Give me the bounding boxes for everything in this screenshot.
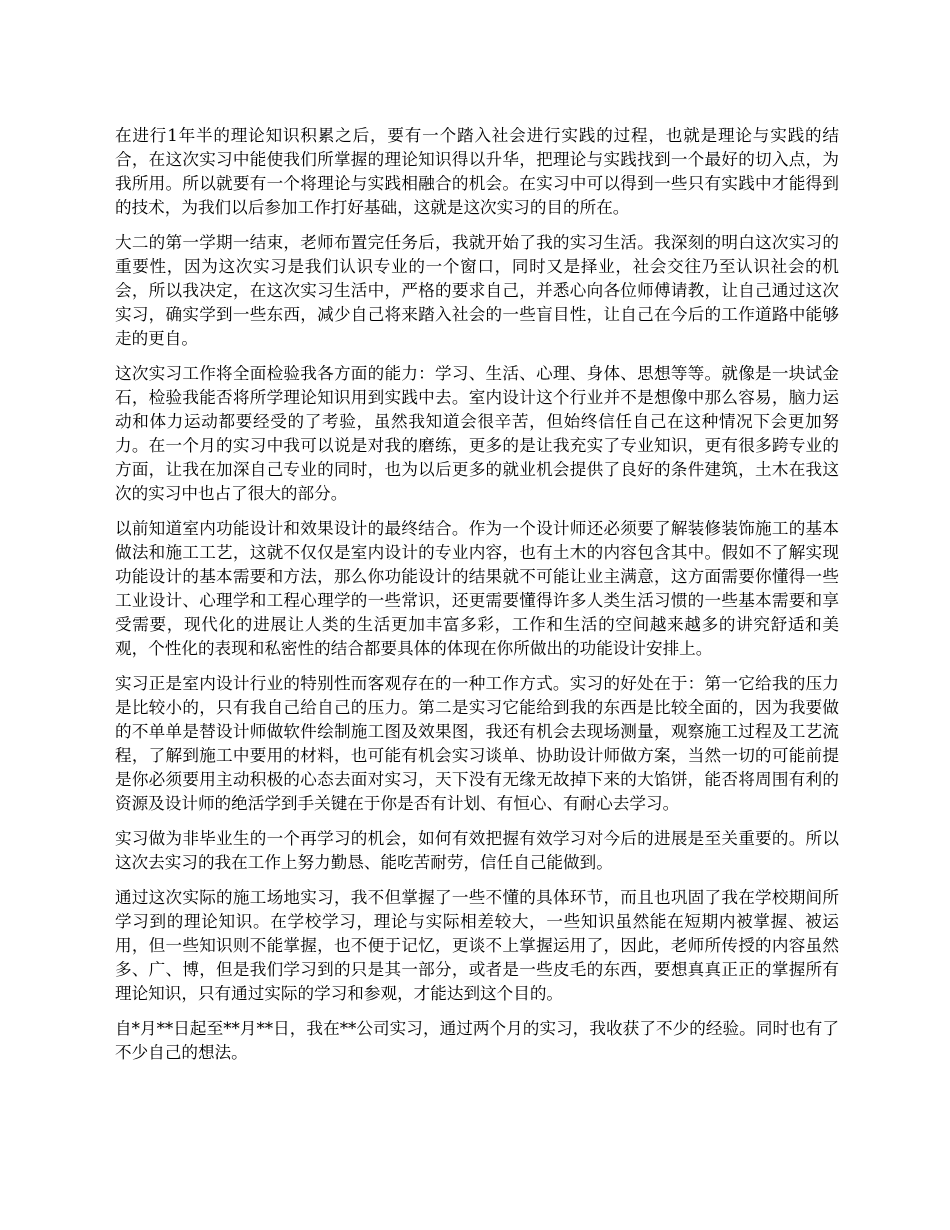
- paragraph-2: 大二的第一学期一结束，老师布置完任务后，我就开始了我的实习生活。我深刻的明白这次实习的重要性，因为这次实习是我们认识专业的一个窗口，同时又是择业，社会交往乃至认识社会的机会，所以我决定，在这次实习生活中，严格的要求自己，并悉心向各位师傅请教，让自己通过这次实习，确实学到一些东西，减少自己将来踏入社会的一些盲目性，让自己在今后的工作道路中能够走的更自。: [115, 233, 839, 348]
- paragraph-7: 通过这次实际的施工场地实习，我不但掌握了一些不懂的具体环节，而且也巩固了我在学校期间所学习到的理论知识。在学校学习，理论与实际相差较大，一些知识虽然能在短期内被掌握、被运用，但一些知识则不能掌握，也不便于记忆，更谈不上掌握运用了，因此，老师所传授的内容虽然多、广、博，但是我们学习到的只是其一部分，或者是一些皮毛的东西，要想真真正正的掌握所有理论知识，只有通过实际的学习和参观，才能达到这个目的。: [115, 888, 839, 1003]
- paragraph-4: 以前知道室内功能设计和效果设计的最终结合。作为一个设计师还必须要了解装修装饰施工的基本做法和施工工艺，这就不仅仅是室内设计的专业内容，也有土木的内容包含其中。假如不了解实现功能设计的基本需要和方法，那么你功能设计的结果就不可能让业主满意，这方面需要你懂得一些工业设计、心理学和工程心理学的一些常识，还更需要懂得许多人类生活习惯的一些基本需要和享受需要，现代化的进展让人类的生活更加丰富多彩，工作和生活的空间越来越多的讲究舒适和美观，个性化的表现和私密性的结合都要具体的体现在你所做出的功能设计安排上。: [115, 519, 839, 658]
- paragraph-1: 在进行1年半的理论知识积累之后，要有一个踏入社会进行实践的过程，也就是理论与实践的结合，在这次实习中能使我们所掌握的理论知识得以升华，把理论与实践找到一个最好的切入点，为我所用。所以就要有一个将理论与实践相融合的机会。在实习中可以得到一些只有实践中才能得到的技术，为我们以后参加工作打好基础，这就是这次实习的目的所在。: [115, 126, 839, 217]
- paragraph-6: 实习做为非毕业生的一个再学习的机会，如何有效把握有效学习对今后的进展是至关重要的。所以这次去实习的我在工作上努力勤恳、能吃苦耐劳，信任自己能做到。: [115, 829, 839, 872]
- document-body: [115, 124, 839, 1076]
- paragraph-8: 自*月**日起至**月**日，我在**公司实习，通过两个月的实习，我收获了不少的经验。同时也有了不少自己的想法。: [115, 1019, 839, 1062]
- paragraph-5: 实习正是室内设计行业的特别性而客观存在的一种工作方式。实习的好处在于：第一它给我的压力是比较小的，只有我自己给自己的压力。第二是实习它能给到我的东西是比较全面的，因为我要做的不单单是替设计师做软件绘制施工图及效果图，我还有机会去现场测量，观察施工过程及工艺流程，了解到施工中要用的材料，也可能有机会实习谈单、协助设计师做方案，当然一切的可能前提是你必须要用主动积极的心态去面对实习，天下没有无缘无故掉下来的大馅饼，能否将周围有利的资源及设计师的绝活学到手关键在于你是否有计划、有恒心、有耐心去学习。: [115, 674, 839, 813]
- paragraph-3: 这次实习工作将全面检验我各方面的能力：学习、生活、心理、身体、思想等等。就像是一块试金石，检验我能否将所学理论知识用到实践中去。室内设计这个行业并不是想像中那么容易，脑力运动和体力运动都要经受的了考验，虽然我知道会很辛苦，但始终信任自己在这种情况下会更加努力。在一个月的实习中我可以说是对我的磨练，更多的是让我充实了专业知识，更有很多跨专业的方面，让我在加深自己专业的同时，也为以后更多的就业机会提供了良好的条件建筑，土木在我这次的实习中也占了很大的部分。: [115, 364, 839, 503]
